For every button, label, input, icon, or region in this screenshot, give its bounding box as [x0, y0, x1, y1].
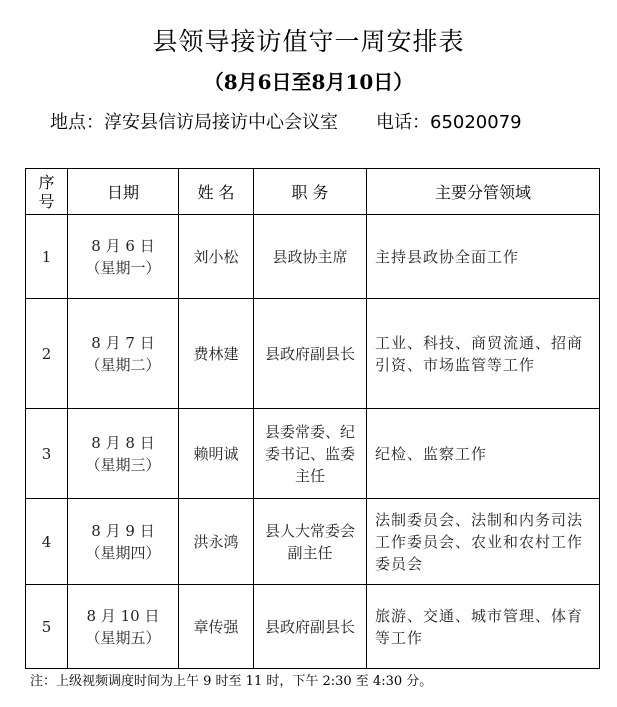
row-position: 县政府副县长 — [254, 585, 367, 669]
row-index: 2 — [26, 299, 68, 409]
table-row — [26, 299, 600, 409]
row-index: 1 — [26, 215, 68, 299]
table-header-row — [26, 169, 600, 215]
row-position: 县人大常委会副主任 — [254, 499, 367, 585]
table-row — [26, 499, 600, 585]
row-position: 县政协主席 — [254, 215, 367, 299]
date-text: 8 月 8 日 — [91, 433, 155, 452]
row-position: 县委常委、纪委书记、监委主任 — [254, 409, 367, 499]
row-date — [68, 585, 179, 669]
weekday-text: （星期二） — [85, 355, 161, 374]
row-index: 5 — [26, 585, 68, 669]
date-range-subtitle: （8月6日至8月10日） — [203, 70, 414, 94]
row-date — [68, 499, 179, 585]
row-name: 洪永鸿 — [179, 499, 254, 585]
row-date — [68, 409, 179, 499]
row-area: 工业、科技、商贸流通、招商引资、市场监管等工作 — [367, 299, 600, 409]
header-date: 日期 — [68, 169, 179, 215]
row-name: 费林建 — [179, 299, 254, 409]
row-index: 3 — [26, 409, 68, 499]
row-name: 赖明诚 — [179, 409, 254, 499]
weekday-text: （星期四） — [85, 543, 161, 562]
date-text: 8 月 9 日 — [91, 521, 155, 540]
row-name: 刘小松 — [179, 215, 254, 299]
row-date — [68, 299, 179, 409]
row-area: 主持县政协全面工作 — [367, 215, 600, 299]
location-text: 地点：淳安县信访局接访中心会议室 — [50, 112, 338, 133]
weekday-text: （星期一） — [85, 258, 161, 277]
row-area: 法制委员会、法制和内务司法工作委员会、农业和农村工作委员会 — [367, 499, 600, 585]
page-title: 县领导接访值守一周安排表 — [152, 27, 465, 56]
table-row — [26, 409, 600, 499]
weekday-text: （星期三） — [85, 455, 161, 474]
row-name: 章传强 — [179, 585, 254, 669]
row-date — [68, 215, 179, 299]
header-index: 序 号 — [26, 169, 68, 215]
row-area: 旅游、交通、城市管理、体育等工作 — [367, 585, 600, 669]
footnote: 注：上级视频调度时间为上午 9 时至 11 时，下午 2:30 至 4:30 分。 — [30, 674, 433, 689]
date-text: 8 月 10 日 — [86, 606, 160, 625]
row-position: 县政府副县长 — [254, 299, 367, 409]
table-row — [26, 585, 600, 669]
header-area: 主要分管领域 — [367, 169, 600, 215]
header-name: 姓 名 — [179, 169, 254, 215]
row-index: 4 — [26, 499, 68, 585]
header-position: 职 务 — [254, 169, 367, 215]
row-area: 纪检、监察工作 — [367, 409, 600, 499]
weekday-text: （星期五） — [85, 628, 161, 647]
contact-info — [50, 108, 522, 134]
phone-text: 电话：65020079 — [376, 112, 522, 133]
schedule-table — [25, 168, 600, 669]
date-text: 8 月 6 日 — [91, 236, 155, 255]
table-row — [26, 215, 600, 299]
date-text: 8 月 7 日 — [91, 333, 155, 352]
